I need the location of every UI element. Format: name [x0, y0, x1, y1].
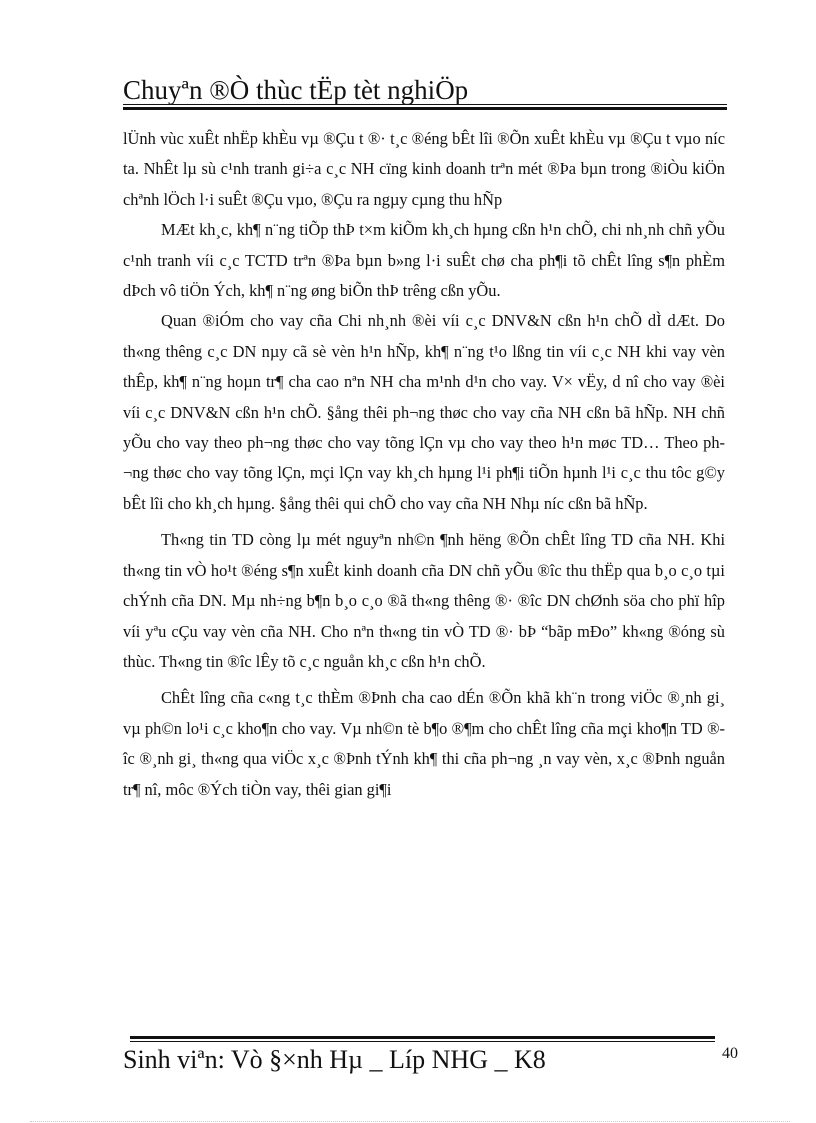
paragraph-5: ChÊt lîng cña c«ng t¸c thÈm ®Þnh cha cao dÉn ®Õn khã kh¨n trong viÖc ®¸nh gi¸ vµ ph©n lo¹i c¸c kho¶n cho vay. Vµ nh©n tè b¶o ®¶m cho chÊt lîng cña mçi kho¶n TD ®îc ®¸nh gi¸ th«ng qua viÖc x¸c ®Þnh tÝnh kh¶ thi cña ph¬ng ¸n vay vèn, x¸c ®Þnh nguån tr¶ nî, môc ®Ých tiÒn vay, thêi gian gi¶i: [123, 688, 725, 799]
header-title: Chuyªn ®Ò thùc tËp tèt nghiÖp: [123, 75, 469, 105]
footer-rule-thin: [130, 1041, 715, 1042]
page-bottom-dotted-line: [30, 1121, 790, 1122]
body-text: [123, 124, 725, 805]
footer-rule-thick: [130, 1036, 715, 1039]
header-rule-thick: [123, 107, 727, 110]
paragraph-1: lÜnh vùc xuÊt nhËp khÈu vµ ®Çu t ®· t¸c ®éng bÊt lîi ®Õn xuÊt khÈu vµ ®Çu t vµo níc ta. NhÊt lµ sù c¹nh tranh gi÷a c¸c NH cïng kinh doanh trªn mét ®Þa bµn trong ®iÒu kiÖn chªnh lÖch l·i suÊt ®Çu vµo, ®Çu ra ngµy cµng thu hÑp: [123, 129, 725, 209]
footer-author: Sinh viªn: Vò §×nh Hµ _ Líp NHG _ K8: [123, 1045, 546, 1074]
paragraph-2: MÆt kh¸c, kh¶ n¨ng tiÕp thÞ t×m kiÕm kh¸ch hµng cßn h¹n chÕ, chi nh¸nh chñ yÕu c¹nh tranh víi c¸c TCTD trªn ®Þa bµn b»ng l·i suÊt chø cha ph¶i tõ chÊt lîng s¶n phÈm dÞch vô tiÖn Ých, kh¶ n¨ng øng biÕn thÞ trêng cßn yÕu.: [123, 220, 725, 301]
paragraph-4: Th«ng tin TD còng lµ mét nguyªn nh©n ¶nh hëng ®Õn chÊt lîng TD cña NH. Khi th«ng tin vÒ ho¹t ®éng s¶n xuÊt kinh doanh cña DN chñ yÕu ®îc thu thËp qua b¸o c¸o tµi chÝnh cña DN. Mµ nh÷ng b¶n b¸o c¸o ®ã th«ng thêng ®· ®îc DN chØnh söa cho phï hîp víi yªu cÇu vay vèn cña NH. Cho nªn th«ng tin vÒ TD ®· bÞ “bãp mÐo” kh«ng ®óng sù thùc. Th«ng tin ®îc lÊy tõ c¸c nguån kh¸c cßn h¹n chÕ.: [123, 530, 725, 671]
header-rule-thin: [123, 104, 727, 105]
paragraph-3: Quan ®iÓm cho vay cña Chi nh¸nh ®èi víi c¸c DNV&N cßn h¹n chÕ dÌ dÆt. Do th«ng thêng c¸c DN nµy cã sè vèn h¹n hÑp, kh¶ n¨ng t¹o lßng tin víi c¸c NH khi vay vèn thÊp, kh¶ n¨ng hoµn tr¶ cha cao nªn NH cha m¹nh d¹n cho vay. V× vËy, d nî cho vay ®èi víi c¸c DNV&N cßn h¹n chÕ. §ång thêi ph¬ng thøc cho vay cña NH cßn bã hÑp. NH chñ yÕu cho vay theo ph¬ng thøc cho vay tõng lÇn vµ cho vay theo h¹n møc TD… Theo ph¬ng thøc cho vay tõng lÇn, mçi lÇn vay kh¸ch hµng l¹i ph¶i tiÕn hµnh l¹i c¸c thu tôc g©y bÊt lîi cho kh¸ch hµng. §ång thêi qui chÕ cho vay cña NH Nhµ níc cßn bã hÑp.: [123, 311, 725, 513]
page-number: 40: [722, 1045, 738, 1062]
